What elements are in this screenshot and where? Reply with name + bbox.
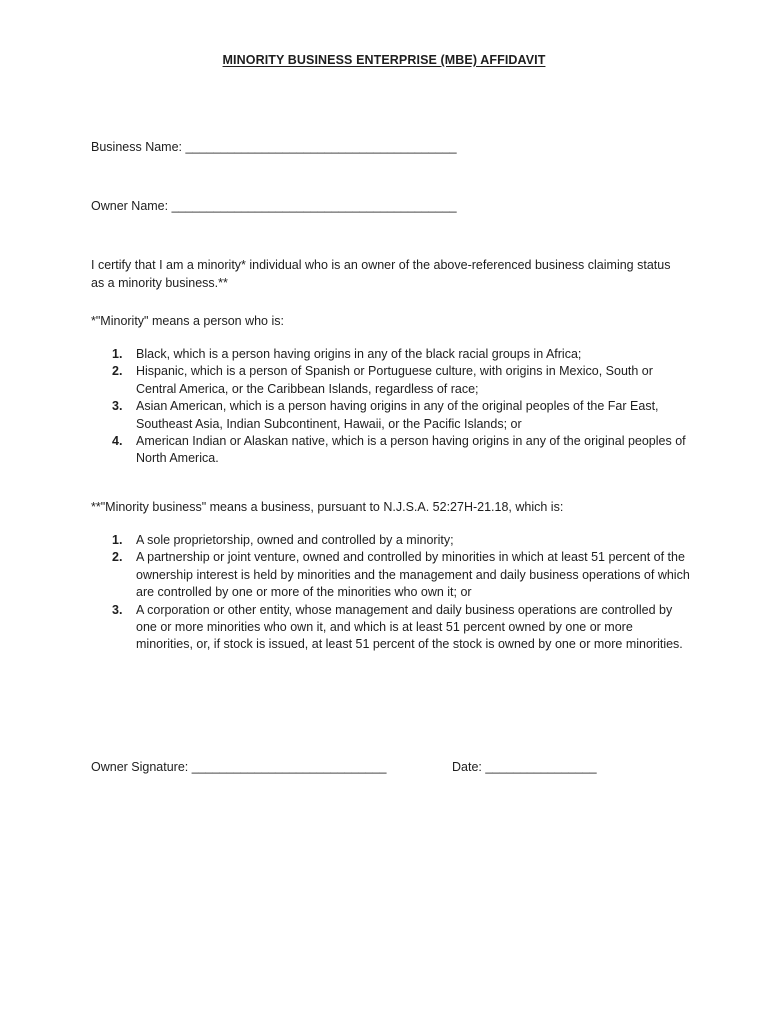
list-text: Black, which is a person having origins in any of the black racial groups in Africa;	[136, 347, 582, 361]
date-field: Date: ________________	[452, 760, 597, 774]
list-number: 4.	[112, 434, 123, 449]
minority-definition-list	[91, 346, 691, 468]
list-text: A sole proprietorship, owned and controlled by a minority;	[136, 533, 454, 547]
list-text: Hispanic, which is a person of Spanish or Portuguese culture, with origins in Mexico, South or Central America, or the Caribbean Islands, regardless of race;	[136, 364, 653, 396]
list-number: 3.	[112, 602, 123, 617]
list-text: American Indian or Alaskan native, which is a person having origins in any of the original peoples of North America.	[136, 434, 686, 466]
document-title: MINORITY BUSINESS ENTERPRISE (MBE) AFFIDAVIT	[222, 53, 546, 67]
business-name-field: Business Name: _______________________________________	[91, 140, 457, 154]
list-text: Asian American, which is a person having origins in any of the original peoples of the Far East, Southeast Asia, Indian Subcontinent, Hawaii, or the Pacific Islands; or	[136, 399, 659, 431]
list-item	[91, 602, 691, 654]
minority-definition-intro: *"Minority" means a person who is:	[91, 314, 284, 328]
minority-business-definition-intro: **"Minority business" means a business, pursuant to N.J.S.A. 52:27H-21.18, which is:	[91, 500, 564, 514]
list-item	[91, 549, 691, 601]
list-item	[91, 532, 691, 549]
list-number: 3.	[112, 399, 123, 414]
certification-statement: I certify that I am a minority* individual who is an owner of the above-referenced business claiming status as a minority business.**	[91, 258, 671, 290]
list-number: 1.	[112, 347, 123, 361]
list-item	[91, 363, 691, 398]
list-number: 2.	[112, 364, 123, 379]
minority-business-definition-list	[91, 532, 691, 654]
list-text: A partnership or joint venture, owned and controlled by minorities in which at least 51 percent of the ownership interest is held by minorities and the management and daily business operations of which are controlled by one or more of the minorities who own it; or	[136, 550, 690, 600]
list-item	[91, 433, 691, 468]
list-item	[91, 346, 691, 363]
list-item	[91, 398, 691, 433]
list-text: A corporation or other entity, whose management and daily business operations are controlled by one or more minorities who own it, and which is at least 51 percent owned by one or more minorities, or, if stock is issued, at least 51 percent of the stock is owned by one or more minorities.	[136, 602, 683, 652]
list-number: 2.	[112, 550, 123, 565]
list-number: 1.	[112, 533, 123, 547]
owner-name-field: Owner Name: _________________________________________	[91, 199, 457, 213]
owner-signature-field: Owner Signature: ____________________________	[91, 760, 387, 774]
